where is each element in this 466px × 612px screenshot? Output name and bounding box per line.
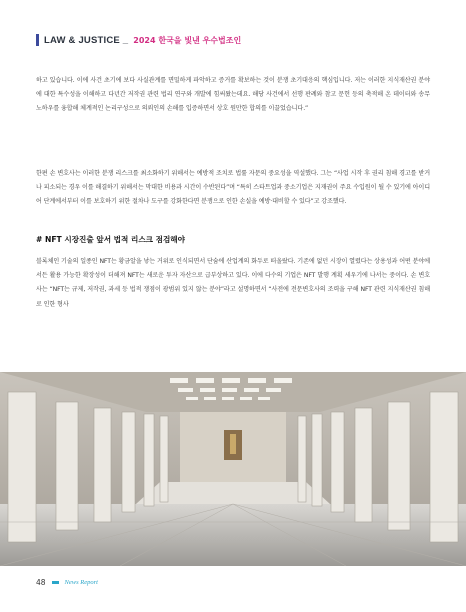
section-heading: # NFT 시장진출 앞서 법적 리스크 점검해야	[36, 235, 185, 244]
paragraph-1: 하고 있습니다. 이에 사건 초기에 보다 사실관계를 면밀하게 파악하고 증거를 확보하는 것이 분쟁 초기대응의 핵심입니다. 저는 이러한 지식재산권 분야에 대한 특수성을 이해하고 다년간 저작권 관련 법리 연구와 개발에 힘써왔는데요. 해당 사건에서 선행 판례와 참고 문헌 등의 축적해 온 데이터와 송무 노하우를 융합해 체계적인 논리구성으로 의뢰인의 손해를 입증하면서 상호 원만한 합의를 이끌었습니다.”	[36, 77, 430, 113]
running-header	[36, 34, 241, 46]
page-number: 48	[36, 578, 46, 587]
header-accent-bar	[36, 34, 39, 46]
footer-accent-bar	[52, 581, 59, 584]
header-subtitle: 2024 한국을 빛낸 우수법조인	[133, 35, 242, 45]
page-footer	[36, 578, 98, 587]
paragraph-2: 한편 손 변호사는 이러한 분쟁 리스크를 최소화하기 위해서는 예방적 조치로 법률 자문의 중요성을 역설했다. 그는 “사업 시작 후 권리 침해 경고를 받거나 피소되는 경우 이를 해결하기 위해서는 막대한 비용과 시간이 수반된다”며 “특히 스타트업과 중소기업은 지재권이 주요 수입원이 될 수 있기에 아이디어 단계에서부터 이를 보호하기 위한 절차나 도구를 강화한다면 분쟁으로 인한 손실을 예방·대비할 수 있다”고 강조했다.	[36, 170, 430, 206]
hall-illustration	[0, 372, 466, 566]
paragraph-3: 블록체인 기술의 일종인 NFT는 황금알을 낳는 거위로 인식되면서 단숨에 산업계의 화두로 떠올랐다. 기존에 없던 시장이 열렸다는 상용성과 어떤 분야에서든 활용 가능한 확장성이 더해져 NFT는 새로운 투자 자산으로 급부상하고 있다. 이에 다수의 기업은 NFT 발행 계획 세우기에 나서는 중이다. 손 변호사는 “NFT는 규제, 저작권, 과세 등 법적 쟁점이 광범위 있지 않는 분야”라고 설명하면서 “사전에 전문변호사의 조력을 구해 NFT 관련 지식재산권 침해로 인한 형사	[36, 258, 430, 308]
header-title: LAW & JUSTICE _	[44, 34, 129, 46]
courthouse-hall-photo	[0, 372, 466, 566]
footer-label: News Report	[64, 579, 98, 586]
